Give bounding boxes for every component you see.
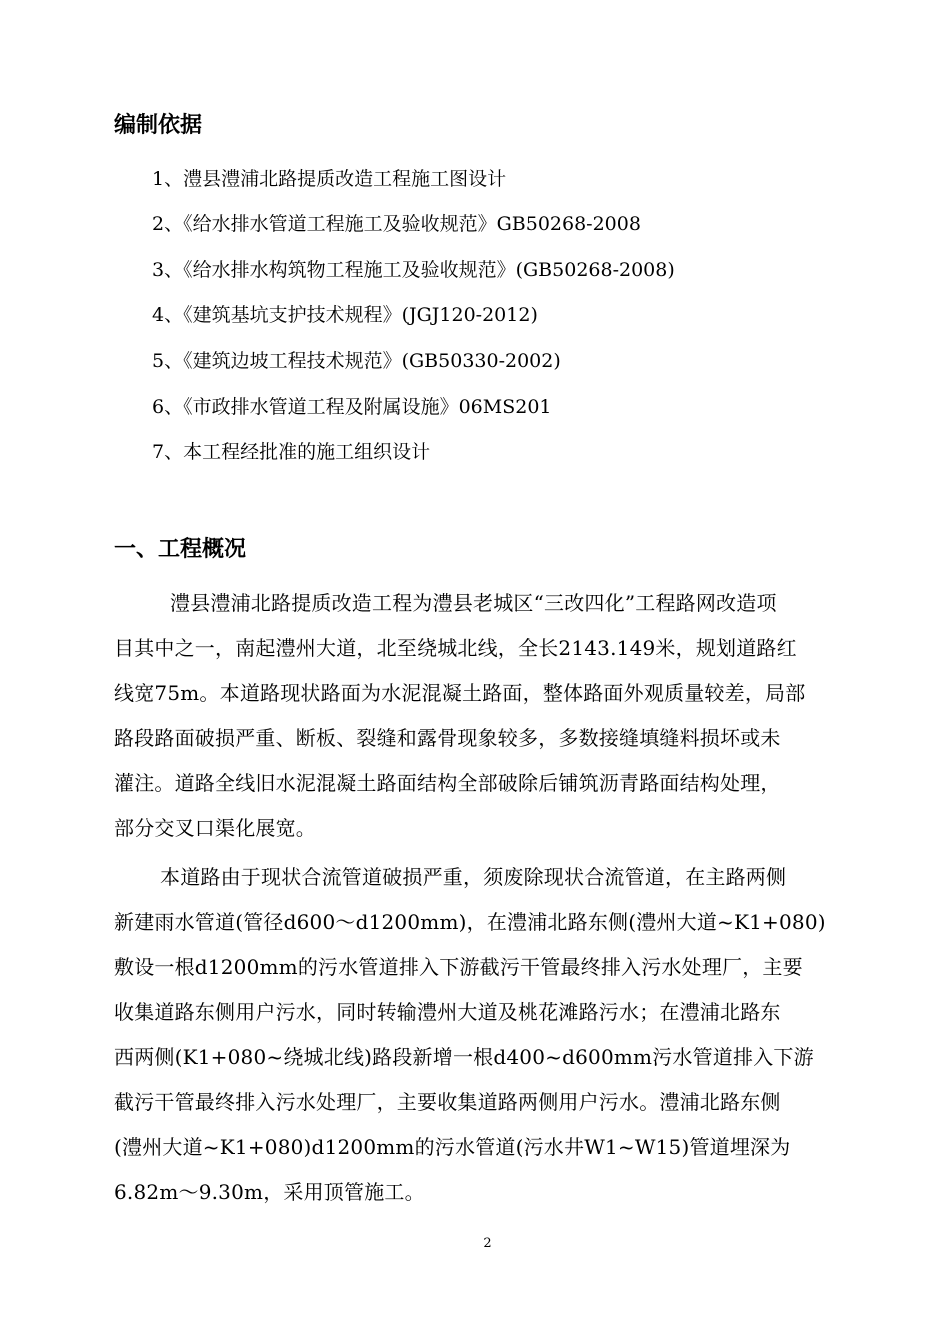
overview-heading: 一、工程概况	[114, 537, 247, 562]
basis-heading: 编制依据	[114, 113, 203, 138]
overview-paragraph-1	[114, 581, 874, 851]
paragraph-line: 部分交叉口渠化展宽。	[114, 816, 316, 840]
paragraph-line: 敷设一根d1200mm的污水管道排入下游截污干管最终排入污水处理厂，主要	[114, 955, 803, 979]
paragraph-line: 路段路面破损严重、断板、裂缝和露骨现象较多，多数接缝填缝料损坏或未	[114, 726, 781, 750]
paragraph-line: 目其中之一，南起澧州大道，北至绕城北线，全长2143.149米，规划道路红	[114, 636, 797, 660]
basis-item-4: 4、《建筑基坑支护技术规程》(JGJ120-2012)	[152, 304, 538, 326]
paragraph-line: 6.82m～9.30m，采用顶管施工。	[114, 1180, 425, 1204]
basis-item-5: 5、《建筑边坡工程技术规范》(GB50330-2002)	[152, 350, 561, 372]
paragraph-line: (澧州大道~K1+080)d1200mm的污水管道(污水井W1~W15)管道埋深为	[114, 1135, 791, 1159]
paragraph-line: 西两侧(K1+080~绕城北线)路段新增一根d400~d600mm污水管道排入下游	[114, 1045, 814, 1069]
basis-item-7: 7、本工程经批准的施工组织设计	[152, 441, 431, 463]
basis-item-3: 3、《给水排水构筑物工程施工及验收规范》(GB50268-2008)	[152, 259, 675, 281]
paragraph-line: 灌注。道路全线旧水泥混凝土路面结构全部破除后铺筑沥青路面结构处理，	[114, 771, 781, 795]
paragraph-line: 本道路由于现状合流管道破损严重，须废除现状合流管道，在主路两侧	[160, 865, 787, 889]
paragraph-line: 截污干管最终排入污水处理厂，主要收集道路两侧用户污水。澧浦北路东侧	[114, 1090, 781, 1114]
overview-paragraph-2	[114, 855, 874, 1215]
paragraph-line: 澧县澧浦北路提质改造工程为澧县老城区“三改四化”工程路网改造项	[170, 591, 777, 615]
basis-item-2: 2、《给水排水管道工程施工及验收规范》GB50268-2008	[152, 213, 641, 235]
paragraph-line: 收集道路东侧用户污水，同时转输澧州大道及桃花滩路污水；在澧浦北路东	[114, 1000, 781, 1024]
paragraph-line: 新建雨水管道(管径d600～d1200mm)，在澧浦北路东侧(澧州大道~K1+080)	[114, 910, 826, 934]
paragraph-line: 线宽75m。本道路现状路面为水泥混凝土路面，整体路面外观质量较差，局部	[114, 681, 806, 705]
basis-item-1: 1、澧县澧浦北路提质改造工程施工图设计	[152, 168, 507, 190]
basis-item-6: 6、《市政排水管道工程及附属设施》06MS201	[152, 396, 552, 418]
page-number: 2	[483, 1236, 492, 1251]
